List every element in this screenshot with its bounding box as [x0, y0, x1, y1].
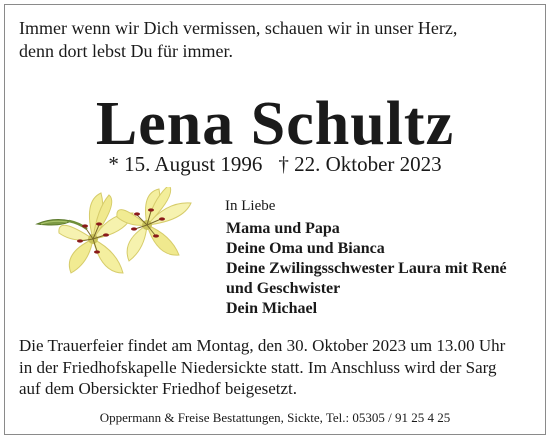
obituary-card	[4, 4, 546, 435]
birth-date: * 15. August 1996	[108, 152, 263, 176]
mourner-line: und Geschwister	[226, 280, 341, 297]
deceased-name: Lena Schultz	[95, 90, 455, 158]
mourner-line: Deine Zwilingsschwester Laura mit René	[226, 260, 507, 277]
intro-line-1: Immer wenn wir Dich vermissen, schauen wir in unser Herz,	[19, 18, 458, 38]
intro-line-2: denn dort lebst Du für immer.	[19, 41, 233, 61]
ceremony-info	[19, 335, 539, 400]
intro-verse	[19, 17, 539, 63]
mourner-line: Dein Michael	[226, 300, 318, 317]
mourner-line: Mama und Papa	[226, 220, 340, 237]
life-dates	[5, 151, 545, 177]
mourners-list	[226, 219, 507, 319]
ceremony-line-1: Die Trauerfeier findet am Montag, den 30. Oktober 2023 um 13.00 Uhr	[19, 336, 506, 355]
death-date: † 22. Oktober 2023	[278, 152, 442, 176]
mourners-heading: In Liebe	[225, 198, 276, 214]
funeral-home-footer: Oppermann & Freise Bestattungen, Sickte, Tel.: 05305 / 91 25 4 25	[99, 410, 451, 425]
lily-flowers-icon	[31, 187, 201, 287]
ceremony-line-2: in der Friedhofskapelle Niedersickte statt. Im Anschluss wird der Sarg	[19, 357, 497, 377]
mourner-line: Deine Oma und Bianca	[226, 240, 385, 257]
ceremony-line-3: auf dem Obersickter Friedhof beigesetzt.	[19, 379, 298, 398]
